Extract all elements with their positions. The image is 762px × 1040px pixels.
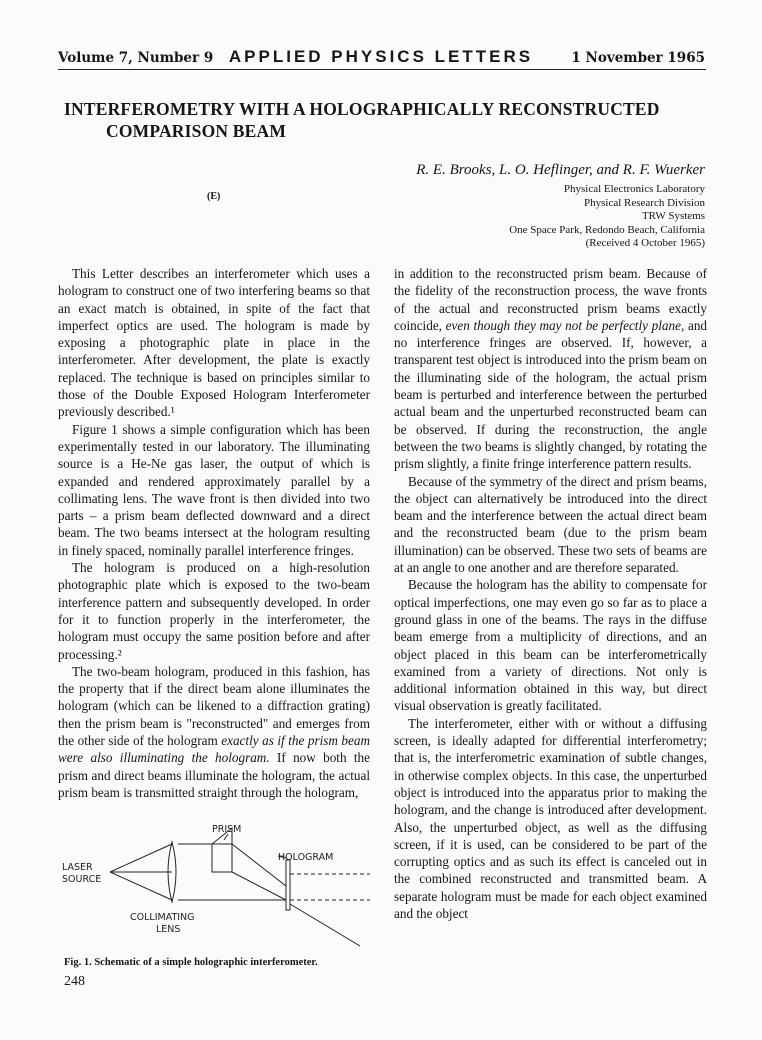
affiliation-line: Physical Research Division — [584, 196, 705, 209]
header-rule — [58, 69, 706, 70]
left-column — [58, 265, 370, 801]
label-laser: LASER — [62, 862, 93, 873]
title-line-2: COMPARISON BEAM — [106, 121, 287, 141]
received-date: (Received 4 October 1965) — [585, 237, 705, 250]
beam-line — [290, 904, 360, 946]
issue-date: 1 November 1965 — [571, 50, 705, 66]
italic-run: even though they may not be perfectly plane, — [445, 317, 685, 333]
paragraph: Figure 1 shows a simple configuration which has been experimentally tested in our laboratory. The illuminating source is a He-Ne gas laser, the output of which is expanded and rendered approximately parallel by a collimating lens. The wave front is then divided into two parts – a prism beam deflected downward and a direct beam. The two beams intersect at the hologram resulting in finely spaced, nominally parallel interference fringes. — [58, 421, 370, 558]
beam-line — [232, 872, 286, 900]
label-source: SOURCE — [62, 874, 102, 885]
affiliation-line: TRW Systems — [641, 210, 705, 223]
volume-number: Volume 7, Number 9 — [58, 50, 214, 66]
right-column — [394, 265, 707, 922]
authors: R. E. Brooks, L. O. Heflinger, and R. F. Wuerker — [416, 162, 705, 178]
affiliation-line: Physical Electronics Laboratory — [563, 183, 705, 195]
figure-caption: Fig. 1. Schematic of a simple holographic interferometer. — [64, 957, 318, 968]
journal-name: APPLIED PHYSICS LETTERS — [228, 47, 534, 66]
figure-1-schematic — [60, 822, 372, 952]
paragraph: The interferometer, either with or without a diffusing screen, is ideally adapted for differential interferometry; that is, the interferometric examination of subtle changes, in otherwise complex objects. In this case, the unperturbed object is introduced into the apparatus prior to making the hologram, and the change is introduced after development. Also, the unperturbed object, as well as the diffusing screen, if it is used, can be considered to be part of the corrupting optics and as such its effect is canceled out in the combined reconstructed and transmitted beam. A separate hologram must be made for each object examined and the object — [394, 715, 707, 921]
label-hologram: HOLOGRAM — [278, 852, 334, 863]
text-run: The two-beam hologram, produced in this fashion, has the property that if the direct beam alone illuminates the hologram (which can be likened to a diffraction grating) then the prism beam is "reconstructed" and emerges from the other side of the hologram — [58, 663, 370, 749]
beam-line — [232, 844, 286, 886]
label-lens: LENS — [156, 924, 181, 935]
schematic-drawing — [60, 822, 372, 952]
beam-line — [110, 844, 172, 872]
paragraph: This Letter describes an interferometer which uses a hologram to construct one of two interfering beams so that an exact match is obtained, in spite of the fact that imperfect optics are used. The hologram is made by exposing a photographic plate in place in the interferometer. After development, the plate is exactly replaced. The technique is based on principles similar to those of the Double Exposed Hologram Interferometer previously described.¹ — [58, 266, 370, 420]
title-line-1: INTERFEROMETRY WITH A HOLOGRAPHICALLY RECONSTRUCTED — [64, 99, 660, 119]
beam-line — [110, 872, 172, 900]
paragraph: Because of the symmetry of the direct and prism beams, the object can alternatively be introduced into the direct beam and the interference between the actual direct beam and the reconstructed beam (due to the prism beam illumination) can be observed. These two sets of beams are at an angle to one another and are therefore separated. — [394, 473, 707, 576]
text-run: If now both the prism and direct beams illuminate the hologram, the actual prism beam is transmitted straight through the hologram, — [58, 750, 370, 800]
paragraph: The hologram is produced on a high-resolution photographic plate which is exposed to the two-beam interference pattern and subsequently developed. In order for it to function properly in the interferometer, the hologram must occupy the same position before and after processing.² — [58, 560, 370, 662]
label-collimating: COLLIMATING — [130, 912, 195, 923]
paper-title — [64, 98, 704, 142]
text-run: and no interference fringes are observed. If, however, a transparent test object is introduced into the prism beam on the illuminating side of the hologram, the actual prism beam is perturbed and interference between the perturbed actual beam and the unperturbed reconstructed beam can be observed. If during the reconstruction, the angle between the two beams is slightly changed, by rotating the prism slightly, a finite fringe interference pattern results. — [394, 317, 708, 472]
paragraph — [58, 663, 370, 801]
italic-run: exactly as if the prism beam were also illuminating the hologram. — [58, 733, 370, 766]
paragraph — [394, 265, 707, 473]
section-code: (E) — [207, 191, 221, 202]
text-run: in addition to the reconstructed prism beam. Because of the fidelity of the reconstruction process, the wave fronts of the actual and reconstructed prism beams exactly coincide, — [394, 266, 707, 333]
affiliation — [509, 183, 705, 251]
hologram-plate — [286, 860, 290, 910]
label-prism: PRISM — [212, 824, 242, 835]
affiliation-line: One Space Park, Redondo Beach, California — [509, 223, 705, 236]
paragraph: Because the hologram has the ability to compensate for optical imperfections, one may even go so far as to place a ground glass in one of the beams. The rays in the diffuse beam emerge from a multiplicity of directions, and an object placed in this beam can be interferometrically examined from a variety of directions. Not only is additional information obtained in this way, but direct visual observation is greatly facilitated. — [394, 577, 707, 714]
page-number: 248 — [64, 974, 85, 989]
